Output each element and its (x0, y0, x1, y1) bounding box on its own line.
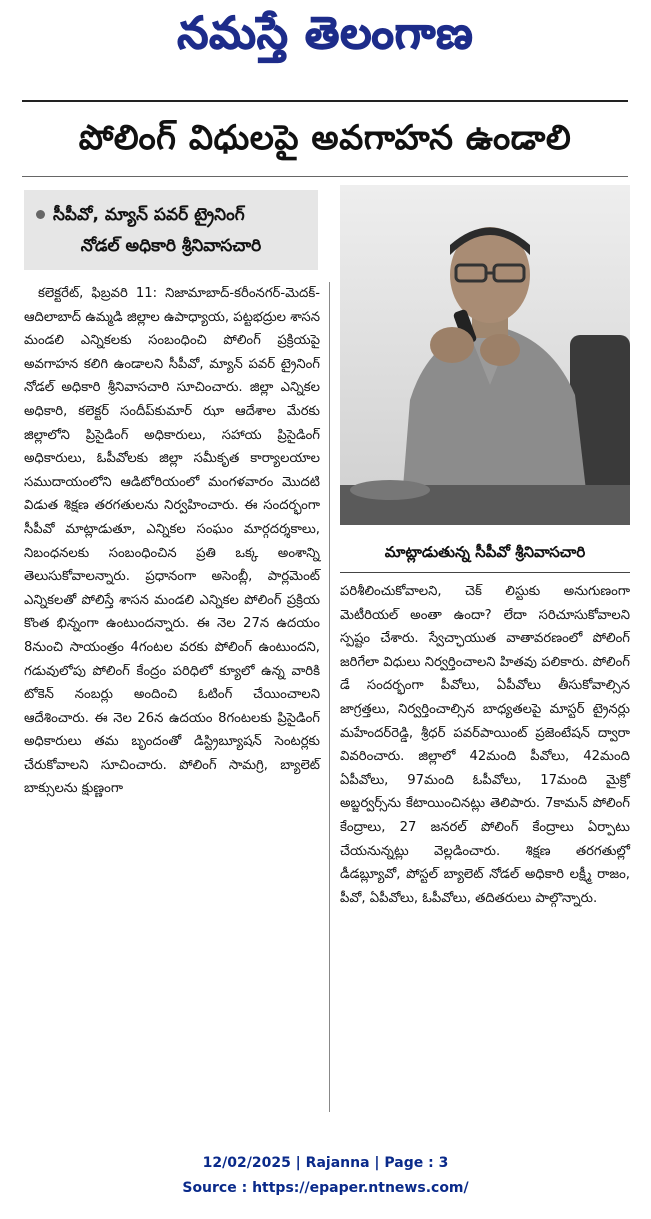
article-paragraph-1: కలెక్టరేట్, ఫిబ్రవరి 11: నిజామాబాద్-కరీంనగర్-మెదక్-ఆదిలాబాద్ ఉమ్మడి జిల్లాల ఉపాధ్యాయ, పట్టభద్రుల శాసన మండలి ఎన్నికలకు సంబంధించి పోలింగ్ ప్రక్రియపై అవగాహన కలిగి ఉండాలని సీపీవో, మ్యాన్ పవర్ ట్రైనింగ్ నోడల్ అధికారి శ్రీనివాసచారి సూచించారు. జిల్లా ఎన్నికల అధికారి, కలెక్టర్ సందీప్‌కుమార్ ఝా ఆదేశాల మేరకు జిల్లాలోని ప్రిసైడింగ్ అధికారులు, సహాయ ప్రిసైడింగ్ అధికారులు, ఓపీవోలకు జిల్లా సమీకృత కార్యాలయాల సముదాయంలోని ఆడిటోరియంలో మంగళవారం మొదటి విడుత శిక్షణ తరగతులను నిర్వహించారు. ఈ సందర్భంగా సీపీవో మాట్లాడుతూ, ఎన్నికల సంఘం మార్గదర్శకాలు, నిబంధనలకు సంబంధించిన ప్రతి ఒక్క అంశాన్ని తెలుసుకోవాలన్నారు. ప్రధానంగా అసెంబ్లీ, పార్లమెంట్ ఎన్నికలతో పోలిస్తే శాసన మండలి ఎన్నికల పోలింగ్ ప్రక్రియ కొంత భిన్నంగా ఉంటుందన్నారు. ఈ నెల 27న ఉదయం 8నుంచి సాయంత్రం 4గంటల వరకు పోలింగ్ ఉంటుందని, గడువులోపు పోలింగ్ కేంద్రం పరిధిలో క్యూలో ఉన్న వారికి టోకెన్ నంబర్లు అందించి ఓటింగ్ చేయించాలని ఆదేశించారు. ఈ నెల 26న ఉదయం 8గంటలకు ప్రిసైడింగ్ అధికారులు తమ బృందంతో డిస్ట్రిబ్యూషన్ సెంటర్లకు చేరుకోవాలని సూచించారు. పోలింగ్ సామగ్రి, బ్యాలెట్ బాక్సులను క్షుణ్ణంగా (24, 286, 320, 797)
article-subhead (24, 190, 318, 270)
speaker-photo-illustration (340, 185, 630, 525)
bullet-icon (36, 210, 45, 219)
subhead-line-2: నోడల్ అధికారి శ్రీనివాసచారి (80, 236, 262, 256)
photo-caption: మాట్లాడుతున్న సీపీవో శ్రీనివాసచారి (384, 543, 586, 561)
caption-rule (340, 572, 630, 573)
article-column-1 (24, 282, 320, 801)
column-divider (329, 282, 330, 1112)
article-photo (340, 185, 630, 525)
subhead-line-1: సీపీవో, మ్యాన్ పవర్ ట్రైనింగ్ (53, 205, 245, 225)
masthead-title: నమస్తే తెలంగాణ (177, 8, 474, 59)
footer-source-line: Source : https://epaper.ntnews.com/ (182, 1180, 469, 1196)
masthead-rule (22, 100, 628, 102)
newspaper-masthead (0, 8, 651, 70)
headline-rule (22, 176, 628, 177)
article-column-2 (340, 580, 630, 910)
article-headline: పోలింగ్ విధులపై అవగాహన ఉండాలి (78, 118, 572, 158)
footer-date-line: 12/02/2025 | Rajanna | Page : 3 (202, 1155, 449, 1171)
article-paragraph-2: పరిశీలించుకోవాలని, చెక్ లిస్టుకు అనుగుణంగా మెటీరియల్ అంతా ఉందా? లేదా సరిచూసుకోవాలని స్పష్టం చేశారు. స్వేచ్ఛాయుత వాతావరణంలో పోలింగ్ జరిగేలా విధులు నిర్వర్తించాలని హితవు పలికారు. పోలింగ్ డే సందర్భంగా పీవోలు, ఏపీవోలు తీసుకోవాల్సిన జాగ్రత్తలు, నిర్వర్తించాల్సిన బాధ్యతలపై మాస్టర్ ట్రైనర్లు మహేందర్‌రెడ్డి, శ్రీధర్ పవర్‌పాయింట్ ప్రజెంటేషన్ ద్వారా వివరించారు. జిల్లాలో 42మంది పీవోలు, 42మంది ఏపీవోలు, 97మంది ఓపీవోలు, 17మంది మైక్రో అబ్జర్వర్స్‌ను కేటాయించినట్లు తెలిపారు. 7కామన్ పోలింగ్ కేంద్రాలు, 27 జనరల్ పోలింగ్ కేంద్రాలు ఏర్పాటు చేయనున్నట్లు వెల్లడించారు. శిక్షణ తరగతుల్లో డీడబ్ల్యూవో, పోస్టల్ బ్యాలెట్ నోడల్ అధికారి లక్ష్మీ రాజం, పీవో, ఏపీవోలు, ఓపీవోలు, తదితరులు పాల్గొన్నారు. (340, 584, 630, 906)
